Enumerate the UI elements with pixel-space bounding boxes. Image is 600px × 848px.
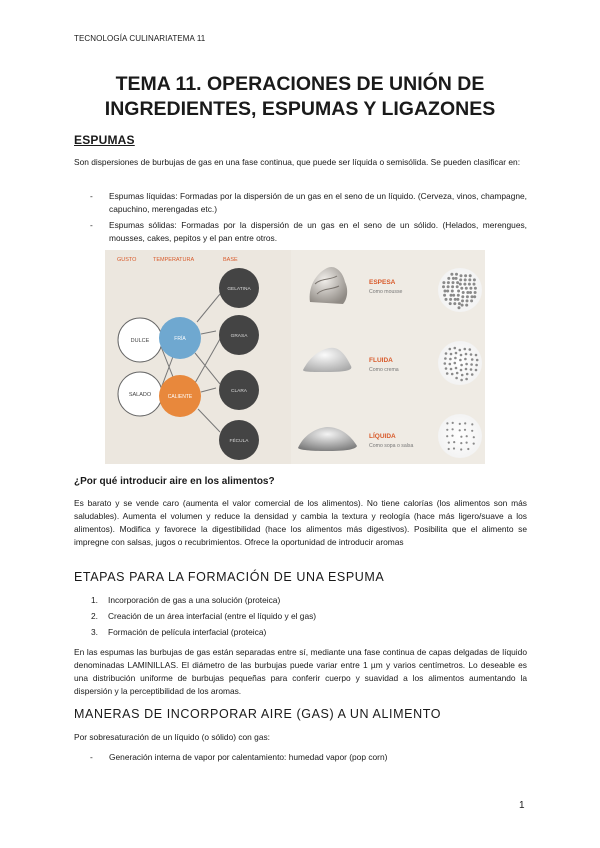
node-grasa-label: GRASA <box>230 334 248 339</box>
bubble-dot <box>476 359 479 362</box>
title-line-2: INGREDIENTES, ESPUMAS Y LIGAZONES <box>104 98 496 120</box>
list-item: 2. Creación de un área interfacial (entre el líquido y el gas) <box>91 611 317 621</box>
list-item-text: Formación de película interfacial (proteica) <box>108 627 267 637</box>
espumas-list <box>74 190 527 245</box>
column-header-base: BASE <box>223 257 238 263</box>
bubble-dot <box>462 291 465 294</box>
bubble-dot <box>469 291 472 294</box>
bubble-dot <box>442 281 445 284</box>
node-dulce-label: DULCE <box>130 338 150 344</box>
bubble-dot <box>449 363 452 366</box>
bubble-dot <box>473 436 475 438</box>
bubble-dot <box>473 278 476 281</box>
node-fria-label: FRÍA <box>174 336 186 342</box>
bubble-dot <box>454 347 457 350</box>
bubble-dot <box>471 430 473 432</box>
liquida-dots <box>438 414 482 458</box>
liquida-desc: Como sopa o salsa <box>369 443 414 449</box>
espumas-intro: Son dispersiones de burbujas de gas en una fase continua, que puede ser líquida o semisólida. Se pueden clasificar en: <box>74 157 521 167</box>
bubble-dot <box>444 362 447 365</box>
bubble-dot <box>451 373 454 376</box>
bubble-dot <box>449 358 452 361</box>
running-header: TECNOLOGÍA CULINARIATEMA 11 <box>74 34 206 43</box>
bubble-dot <box>473 295 476 298</box>
bubble-dot <box>450 273 453 276</box>
list-item-text: Espumas líquidas: Formadas por la dispersión de un gas en el seno de un líquido. (Cerveza, vinos, champagne, capuchino, merengadas etc.) <box>109 191 527 214</box>
bubble-dot <box>466 435 468 437</box>
bubble-dot <box>452 428 454 430</box>
bubble-dot <box>460 442 462 444</box>
bubble-dot <box>463 283 466 286</box>
bubble-dot <box>470 363 473 366</box>
bubble-dot <box>446 422 448 424</box>
bubble-dot <box>459 359 462 362</box>
etapas-text: En las espumas las burbujas de gas están separadas entre sí, mediante una fase continua de capas delgadas de líquido denominadas LAMINILLAS. El diámetro de las burbujas puede variar entre 1 µm y varios centímetros. Lo deseable es una distribución uniforme de burbujas pequeñas para conferir cuerpo y suavidad a los alimentos aumentando la dispersión y la perceptibilidad de los aromas. <box>74 647 527 696</box>
list-item-text: Incorporación de gas a una solución (proteica) <box>108 595 281 605</box>
list-item: - Espumas líquidas: Formadas por la dispersión de un gas en el seno de un líquido. (Cerveza, vinos, champagne, capuchino, merengadas etc.) <box>90 191 527 214</box>
bubble-dot <box>455 273 458 276</box>
page-number: 1 <box>519 800 525 811</box>
bubble-dot <box>448 448 450 450</box>
node-clara-label: CLARA <box>231 389 247 394</box>
bubble-dot <box>455 352 458 355</box>
bubble-dot <box>468 278 471 281</box>
bubble-dot <box>452 294 455 297</box>
bubble-dot <box>459 429 461 431</box>
bubble-dot <box>469 287 472 290</box>
bubble-dot <box>461 295 464 298</box>
bubble-dot <box>471 373 474 376</box>
column-header-gusto: GUSTO <box>117 257 137 263</box>
bubble-dot <box>466 291 469 294</box>
bubble-dot <box>459 283 462 286</box>
bubble-dot <box>470 353 473 356</box>
bubble-dot <box>464 358 467 361</box>
bubble-dot <box>454 298 457 301</box>
bubble-dot <box>470 299 473 302</box>
bubble-dot <box>473 443 475 445</box>
node-salado-label: SALADO <box>128 392 152 398</box>
bubble-dot <box>456 372 459 375</box>
bubble-dot <box>449 348 452 351</box>
bubble-dot <box>457 294 460 297</box>
bubble-dot <box>455 377 458 380</box>
bubble-dot <box>465 368 468 371</box>
bubble-dot <box>464 278 467 281</box>
bubble-dot <box>456 298 459 301</box>
bubble-dot <box>445 367 448 370</box>
bubble-dot <box>453 302 456 305</box>
bubble-dot <box>469 274 472 277</box>
espesa-desc: Como mousse <box>369 289 403 295</box>
bubble-dot <box>452 277 455 280</box>
bubble-dot <box>457 290 460 293</box>
bubble-dot <box>466 299 469 302</box>
bubble-dot <box>460 354 463 357</box>
list-item: - Espumas sólidas: Formadas por la dispersión de un gas en el seno de un sólido. (Helados, merengues, mousses, cakes, pepitos y el pan entre otros. <box>90 220 527 243</box>
bubble-dot <box>474 291 477 294</box>
bubble-dot <box>458 302 461 305</box>
list-item-text: Creación de un área interfacial (entre el líquido y el gas) <box>108 611 317 621</box>
title-line-1: TEMA 11. OPERACIONES DE UNIÓN DE <box>115 73 485 95</box>
bubble-dot <box>455 367 458 370</box>
section-heading-etapas: ETAPAS PARA LA FORMACIÓN DE UNA ESPUMA <box>74 570 385 584</box>
bubble-dot <box>442 285 445 288</box>
bubble-dot <box>461 299 464 302</box>
bubble-dot <box>450 368 453 371</box>
bubble-dot <box>452 281 455 284</box>
espesa-name: ESPESA <box>369 279 396 286</box>
bubble-dot <box>446 435 448 437</box>
bubble-dot <box>460 364 463 367</box>
foam-classification-figure <box>105 250 485 464</box>
bubble-dot <box>447 281 450 284</box>
list-item: - Generación interna de vapor por calentamiento: humedad vapor (pop corn) <box>90 752 388 762</box>
fluida-name: FLUIDA <box>369 357 393 364</box>
bubble-dot <box>465 304 468 307</box>
etapas-list <box>74 594 527 639</box>
bubble-dot <box>475 369 478 372</box>
bubble-dot <box>447 277 450 280</box>
bubble-dot <box>475 364 478 367</box>
bubble-dot <box>466 295 469 298</box>
bubble-dot <box>456 281 459 284</box>
bubble-dot <box>470 368 473 371</box>
bubble-dot <box>449 302 452 305</box>
bubble-dot <box>465 353 468 356</box>
bubble-dot <box>465 363 468 366</box>
bubble-dot <box>453 447 455 449</box>
bubble-dot <box>446 372 449 375</box>
bubble-dot <box>464 348 467 351</box>
bubble-dot <box>446 290 449 293</box>
bubble-dot <box>454 357 457 360</box>
bubble-dot <box>461 374 464 377</box>
bubble-dot <box>473 283 476 286</box>
bubble-dot <box>466 442 468 444</box>
node-caliente-label: CALIENTE <box>167 394 193 400</box>
bubble-dot <box>471 295 474 298</box>
bubble-dot <box>467 448 469 450</box>
bubble-dot <box>443 294 446 297</box>
bubble-dot <box>460 379 463 382</box>
node-fecula-label: FÉCULA <box>229 439 249 444</box>
section-heading-aire: ¿Por qué introducir aire en los alimentos? <box>74 476 275 487</box>
bubble-dot <box>451 285 454 288</box>
list-item-text: Generación interna de vapor por calentamiento: humedad vapor (pop corn) <box>109 752 388 762</box>
section-heading-espumas: ESPUMAS <box>74 133 135 147</box>
bubble-dot <box>444 290 447 293</box>
list-item-text: Espumas sólidas: Formadas por la dispersión de un gas en el seno de un sólido. (Helados, merengues, mousses, cakes, pepitos y el pan entre otros. <box>109 220 527 243</box>
bubble-dot <box>468 283 471 286</box>
bubble-dot <box>450 353 453 356</box>
bubble-dot <box>460 369 463 372</box>
page-title <box>60 72 540 122</box>
bubble-dot <box>455 277 458 280</box>
bubble-dot <box>464 274 467 277</box>
bubble-dot <box>458 306 461 309</box>
bubble-dot <box>448 442 450 444</box>
bubble-dot <box>465 287 468 290</box>
bubble-dot <box>475 354 478 357</box>
column-header-temperatura: TEMPERATURA <box>153 257 195 263</box>
list-item: 1. Incorporación de gas a una solución (proteica) <box>91 595 281 605</box>
bubble-dot <box>469 348 472 351</box>
bubble-dot <box>459 278 462 281</box>
bubble-dot <box>466 373 469 376</box>
bubble-dot <box>449 298 452 301</box>
bubble-dot <box>450 294 453 297</box>
bubble-dot <box>444 357 447 360</box>
node-gelatina-label: GELATINA <box>227 287 251 292</box>
bubble-dot <box>460 436 462 438</box>
bubble-dot <box>456 285 459 288</box>
bubble-dot <box>459 423 461 425</box>
bubble-dot <box>471 358 474 361</box>
bubble-dot <box>460 448 462 450</box>
fluida-desc: Como crema <box>369 367 399 373</box>
bubble-dot <box>460 287 463 290</box>
maneras-list <box>74 751 527 764</box>
bubble-dot <box>446 429 448 431</box>
bubble-dot <box>471 423 473 425</box>
liquida-name: LÍQUIDA <box>369 433 396 440</box>
bubble-dot <box>464 422 466 424</box>
aire-text: Es barato y se vende caro (aumenta el valor comercial de los alimentos). No tiene calorías (los alimentos son más saludables). Aumenta el volumen y reduce la densidad y cambia la textura y reología (hace más ligero/suave a los alimentos). Modifica y favorece la digestibilidad (hace los alimentos más digestivos). Posibilita que el alimento se impregne con salsas, jugos o recubrimientos. Ofrece la oportunidad de introducir aromas <box>74 498 527 547</box>
bubble-dot <box>461 304 464 307</box>
bubble-dot <box>451 435 453 437</box>
bubble-dot <box>447 285 450 288</box>
bubble-dot <box>474 287 477 290</box>
list-item: 3. Formación de película interfacial (proteica) <box>91 627 267 637</box>
bubble-dot <box>459 349 462 352</box>
bubble-dot <box>465 378 468 381</box>
bubble-dot <box>452 422 454 424</box>
bubble-dot <box>454 362 457 365</box>
bubble-dot <box>445 352 448 355</box>
bubble-dot <box>451 290 454 293</box>
bubble-dot <box>445 298 448 301</box>
maneras-intro: Por sobresaturación de un líquido (o sólido) con gas: <box>74 732 270 742</box>
bubble-dot <box>460 274 463 277</box>
bubble-dot <box>464 429 466 431</box>
section-heading-maneras: MANERAS DE INCORPORAR AIRE (GAS) A UN ALIMENTO <box>74 707 442 721</box>
bubble-dot <box>453 441 455 443</box>
